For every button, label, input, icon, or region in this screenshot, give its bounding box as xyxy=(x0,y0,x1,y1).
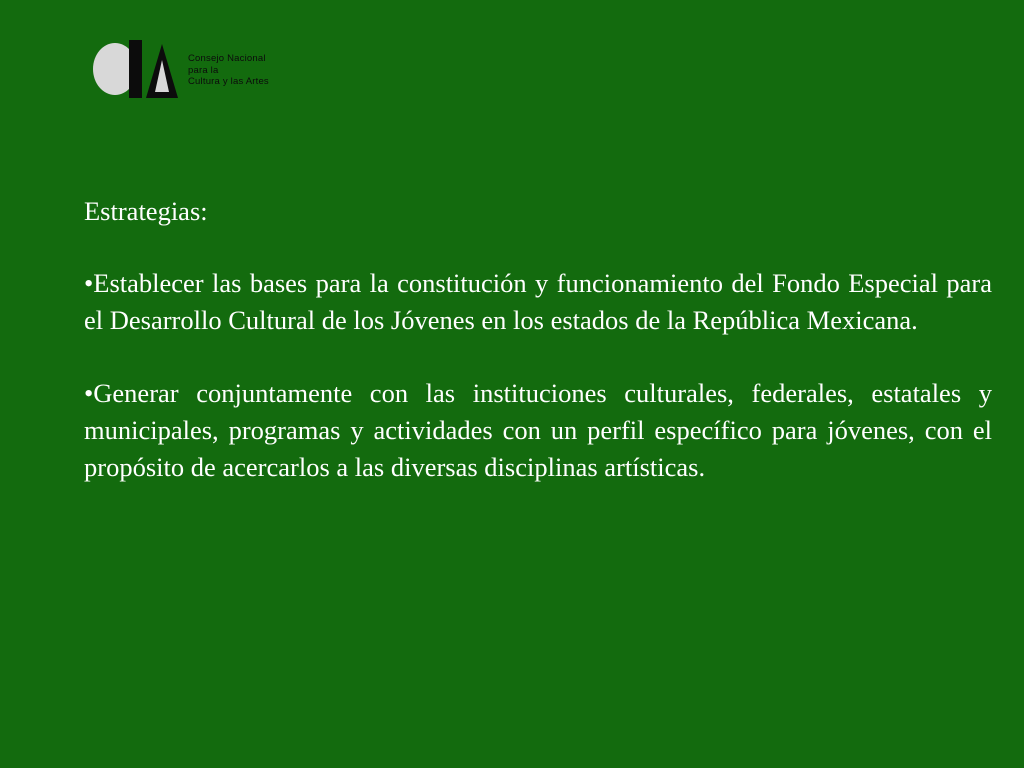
bullet-marker-2: • xyxy=(84,378,94,408)
logo-text-line-1: Consejo Nacional xyxy=(188,53,266,64)
logo-text xyxy=(188,53,269,88)
conaculta-logo-icon xyxy=(88,36,180,104)
bullet-item-2 xyxy=(84,375,992,486)
logo-text-line-2: para la xyxy=(188,64,219,76)
logo-block xyxy=(88,36,269,104)
logo-text-line-3: Cultura y las Artes xyxy=(188,76,269,87)
slide-heading: Estrategias: xyxy=(84,196,208,226)
slide-content xyxy=(84,196,992,486)
bullet-text-2: Generar conjuntamente con las instituciones culturales, federales, estatales y municipales, programas y actividades con un perfil específico para jóvenes, con el propósito de acercarlos a las diversas disciplinas artísticas. xyxy=(84,378,992,482)
bullet-text-1: Establecer las bases para la constitución y funcionamiento del Fondo Especial para el Desarrollo Cultural de los Jóvenes en los estados de la República Mexicana. xyxy=(84,268,992,335)
bullet-marker-1: • xyxy=(84,268,94,298)
bullet-item-1 xyxy=(84,265,992,339)
